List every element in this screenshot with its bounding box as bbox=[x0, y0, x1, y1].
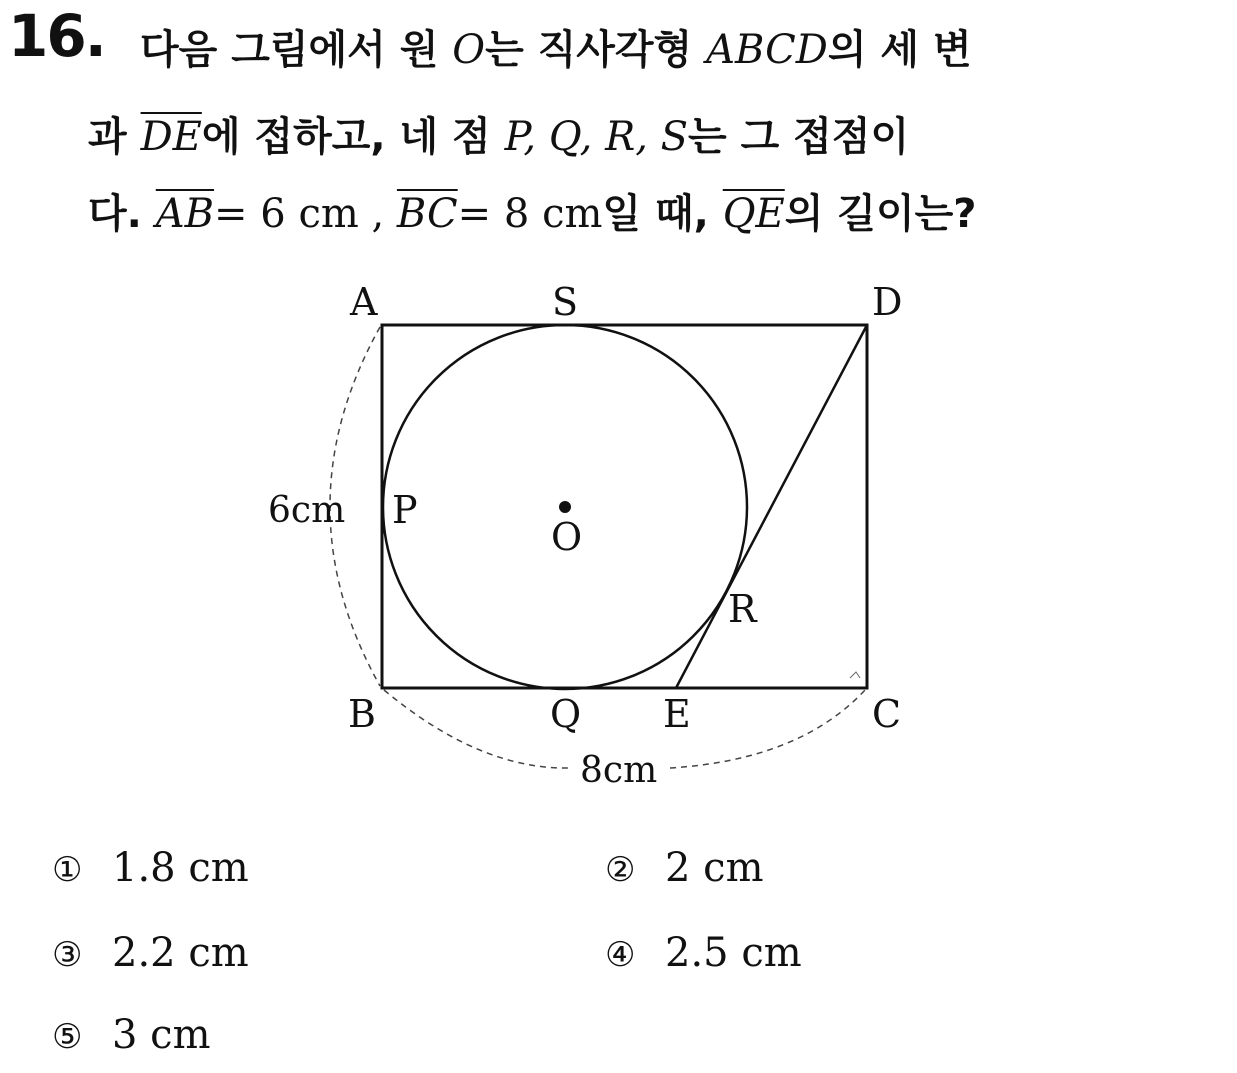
label-p: P bbox=[392, 488, 418, 532]
label-e: E bbox=[663, 692, 691, 736]
choice-text: 2 cm bbox=[665, 845, 764, 891]
label-s: S bbox=[552, 280, 579, 324]
text: 는 직사각형 bbox=[485, 27, 707, 73]
rectangle-abcd bbox=[382, 325, 867, 688]
math-o: O bbox=[452, 27, 486, 73]
question-line-1 bbox=[140, 18, 972, 75]
text: 에 접하고, 네 점 bbox=[201, 114, 505, 160]
text: 의 길이는? bbox=[784, 191, 977, 237]
math-bc-value: = 8 cm bbox=[457, 191, 603, 237]
text: 는 그 접점이 bbox=[688, 114, 910, 160]
choice-text: 2.2 cm bbox=[112, 930, 249, 976]
geometry-figure bbox=[240, 270, 940, 810]
choice-text: 3 cm bbox=[112, 1012, 211, 1058]
label-a: A bbox=[350, 280, 378, 324]
label-b: B bbox=[348, 692, 376, 736]
math-ab-segment: $\overline{AB}$ bbox=[155, 191, 215, 237]
text: 과 bbox=[88, 114, 141, 160]
text: 다음 그림에서 원 bbox=[140, 27, 453, 73]
center-dot bbox=[559, 501, 571, 513]
choice-5[interactable] bbox=[52, 1012, 211, 1058]
label-o: O bbox=[551, 515, 583, 559]
label-r: R bbox=[728, 587, 757, 631]
choice-2[interactable] bbox=[605, 845, 764, 891]
text: 의 세 변 bbox=[827, 27, 972, 73]
segment-de bbox=[676, 325, 867, 688]
choice-3[interactable] bbox=[52, 930, 249, 976]
math-points: P, Q, R, S bbox=[504, 114, 689, 160]
choice-4[interactable] bbox=[605, 930, 802, 976]
label-c: C bbox=[872, 692, 902, 736]
choice-number: ① bbox=[52, 850, 83, 890]
choice-number: ② bbox=[605, 850, 636, 890]
choice-number: ④ bbox=[605, 935, 636, 975]
dimension-label-ab: 6cm bbox=[268, 490, 346, 531]
label-d: D bbox=[872, 280, 903, 324]
text: 일 때, bbox=[602, 191, 723, 237]
question-line-3 bbox=[88, 182, 976, 239]
math-bc-segment: $\overline{BC}$ bbox=[396, 191, 458, 237]
dimension-label-bc: 8cm bbox=[580, 750, 658, 791]
choice-text: 1.8 cm bbox=[112, 845, 249, 891]
choice-number: ③ bbox=[52, 935, 83, 975]
question-number: 16. bbox=[8, 2, 105, 70]
right-angle-mark bbox=[850, 672, 860, 678]
math-ab-value: = 6 cm , bbox=[214, 191, 397, 237]
question-line-2 bbox=[88, 105, 909, 162]
math-abcd: ABCD bbox=[706, 27, 828, 73]
text: 다. bbox=[88, 191, 156, 237]
math-de-segment: $\overline{DE}$ bbox=[140, 114, 202, 160]
choice-1[interactable] bbox=[52, 845, 249, 891]
choice-number: ⑤ bbox=[52, 1017, 83, 1057]
math-qe-segment: $\overline{QE}$ bbox=[722, 191, 785, 237]
label-q: Q bbox=[550, 692, 582, 736]
choice-text: 2.5 cm bbox=[665, 930, 802, 976]
